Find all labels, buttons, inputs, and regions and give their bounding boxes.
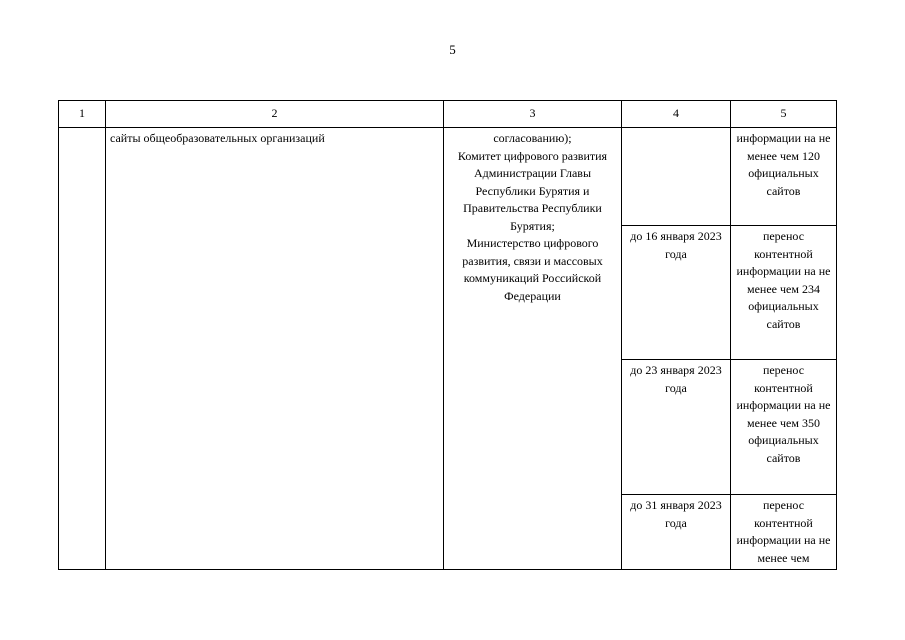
result-cell: перенос контентной информации на не менее чем 234 официальных сайтов (731, 226, 837, 360)
deadline-cell: до 31 января 2023 года (622, 495, 731, 570)
row-number-cell (59, 128, 106, 570)
table-header-row (59, 101, 837, 128)
column-header-2: 2 (106, 101, 444, 128)
deadline-cell (622, 128, 731, 226)
column-header-4: 4 (622, 101, 731, 128)
measure-description-cell: сайты общеобразовательных организаций (106, 128, 444, 570)
table-row (59, 128, 837, 226)
result-cell: перенос контентной информации на не менее чем 350 официальных сайтов (731, 360, 837, 495)
result-cell: перенос контентной информации на не менее чем (731, 495, 837, 570)
page-number: 5 (449, 42, 456, 57)
deadline-cell: до 23 января 2023 года (622, 360, 731, 495)
deadline-cell: до 16 января 2023 года (622, 226, 731, 360)
responsible-cell: согласованию); Комитет цифрового развития Администрации Главы Республики Бурятия и Правительства Республики Бурятия; Министерство цифрового развития, связи и массовых коммуникаций Российской Федерации (444, 128, 622, 570)
column-header-3: 3 (444, 101, 622, 128)
column-header-5: 5 (731, 101, 837, 128)
column-header-1: 1 (59, 101, 106, 128)
document-table (58, 100, 837, 570)
result-cell: информации на не менее чем 120 официальных сайтов (731, 128, 837, 226)
